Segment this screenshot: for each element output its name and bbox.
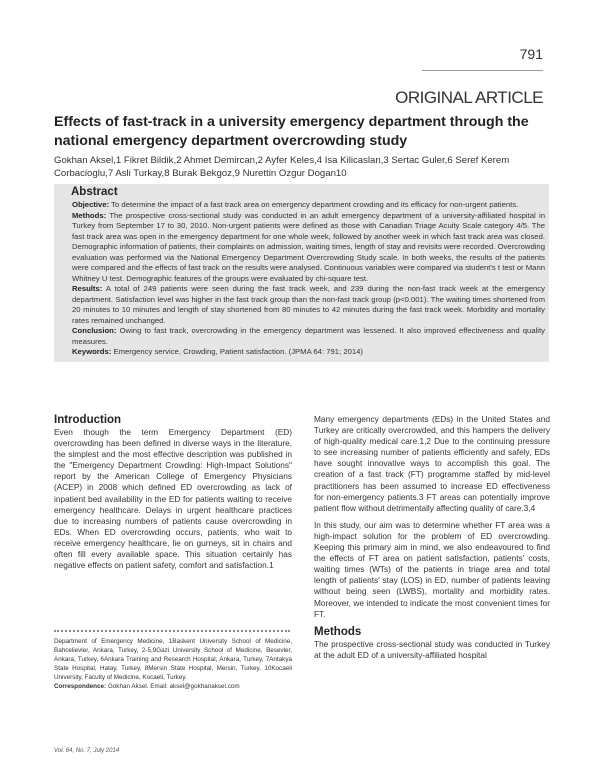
affiliation-divider (54, 630, 290, 632)
introduction-paragraph-2: Many emergency departments (EDs) in the United States and Turkey are critically overcrowded, and this hampers the delivery of high-quality medical care.1,2 Due to the continuing pressure to see increasing number of patients efficiently and safely, EDs have sought innovative ways to accomplish this goal. The creation of a fast track (FT) programme staffed by mid-level practitioners has been assumed to increase ED effectiveness for non-emergency patients.3 FT areas can potentially improve patient flow without detrimentally affecting quality of care.3,4 (314, 414, 550, 513)
objective-label: Objective: (72, 200, 110, 209)
affiliations-text: Department of Emergency Medicine, 1Baskent University School of Medicine, Bahcelievler, Ankara, Turkey, 2-5,9Gazi University School of Medicine, Besevler, Ankara, Turkey, 6Ankara Training and Research Hospital, Ankara, Turkey, 7Antakya State Hospital, Hatay, Turkey, 8Mersin State Hospital, Mersin, Turkey, 10Kocaeli University, Faculty of Medicine, Kocaeli, Turkey. (54, 638, 292, 681)
abstract-conclusion (72, 326, 545, 347)
results-label: Results: (72, 284, 103, 293)
results-text: A total of 249 patients were seen during the fast track week, and 239 during the non-fast track week at the emergency department. Satisfaction level was higher in the fast track group than the non-fast track group (p<0.001). The waiting times shortened from 20 minutes to 10 minutes and length of stay shortened from 80 minutes to 42 minutes during the fast track week. Morbidity and mortality rates remained unchanged. (72, 284, 545, 325)
abstract-box (54, 184, 549, 362)
journal-footer: Vol. 64, No. 7, July 2014 (54, 748, 120, 754)
abstract-results (72, 284, 545, 326)
conclusion-text: Owing to fast track, overcrowding in the emergency department was lessened. It also improved effectiveness and quality measures. (72, 326, 545, 346)
header-rule (422, 70, 543, 71)
methods-text: The prospective cross-sectional study was conducted in an adult emergency department of a university-affiliated hospital in Turkey from September 17 to 30, 2010. Non-urgent patients were defined as those with Canadian Triage Acuity Scale category 4/5. The fast track area was open in the emergency department for one whole week, followed by another week in which fast track area was closed. Demographic information of patients, their complaints on admission, waiting times, length of stay and revisits were recorded. Overcrowding evaluation was performed via the National Emergency Department Overcrowding Study scale. In both weeks, the results of the patients were compared and the effects of fast track on the results were analysed. Continuous variables were compared via student's t test or Mann Whitney U test. Demographic features of the groups were evaluated by chi-square test. (72, 210, 545, 283)
section-label: ORIGINAL ARTICLE (395, 88, 543, 107)
keywords-text: Emergency service, Crowding, Patient satisfaction. (JPMA 64: 791; 2014) (111, 347, 363, 356)
correspondence-label: Correspondence: (54, 683, 107, 690)
abstract-keywords (72, 347, 545, 358)
methods-heading: Methods (314, 625, 362, 638)
introduction-paragraph-1: Even though the term Emergency Department (ED) overcrowding has been defined in diverse ways in the literature, the simplest and the most effective description was published in the "Emergency Department Crowding: High-Impact Solutions" report by the American College of Emergency Physicians (ACEP) in 2008 which defined ED overcrowding as lack of inpatient bed availability in the ED for patients waiting to receive emergency healthcare. Delays in urgent healthcare practices due to increasing numbers of patients cause overcrowding in EDs. When ED overcrowding occurs, patients, who wait to receive emergency healthcare, lie on gurneys, sit in chairs and often fill every available space. This situation certainly has negative effects on patient safety, comfort and satisfaction.1 (54, 427, 292, 571)
right-column (314, 414, 550, 667)
abstract-objective (72, 200, 545, 211)
page-number: 791 (519, 46, 543, 62)
introduction-paragraph-3: In this study, our aim was to determine whether FT area was a high-impact solution for the problem of ED overcrowding. Keeping this primary aim in mind, we also endeavoured to find the effects of FT area on patient satisfaction, patients' costs, waiting times (WTs) of the patients in triage area and total length of patients' stay (LOS) in ED, number of patients leaving without being seen (LWBS), mortality and morbidity rates. Moreover, we intended to indicate the most convenient times for FT. (314, 519, 550, 619)
article-title: Effects of fast-track in a university emergency department through the national emergency department overcrowding study (54, 114, 529, 149)
abstract-heading: Abstract (71, 186, 118, 198)
affiliations (54, 637, 292, 691)
conclusion-label: Conclusion: (72, 326, 117, 335)
methods-paragraph-1: The prospective cross-sectional study was conducted in Turkey at the adult ED of a university-affiliated hospital (314, 638, 550, 660)
objective-text: To determine the impact of a fast track area on emergency department crowding and its efficacy for non-urgent patients. (109, 200, 519, 209)
keywords-label: Keywords: (72, 347, 112, 356)
left-column (54, 414, 292, 577)
abstract-methods (72, 211, 545, 285)
correspondence-text: Gokhan Aksel. Email: aksel@gokhanaksel.com (106, 683, 240, 690)
introduction-heading: Introduction (54, 414, 122, 426)
author-list: Gokhan Aksel,1 Fikret Bildik,2 Ahmet Demircan,2 Ayfer Keles,4 Isa Kilicaslan,3 Sertac Guler,6 Seref Kerem Corbacioglu,7 Asli Turkay,8 Burak Bekgoz,9 Nurettin Ozgur Dogan10 (54, 155, 510, 179)
methods-label: Methods: (72, 210, 107, 220)
